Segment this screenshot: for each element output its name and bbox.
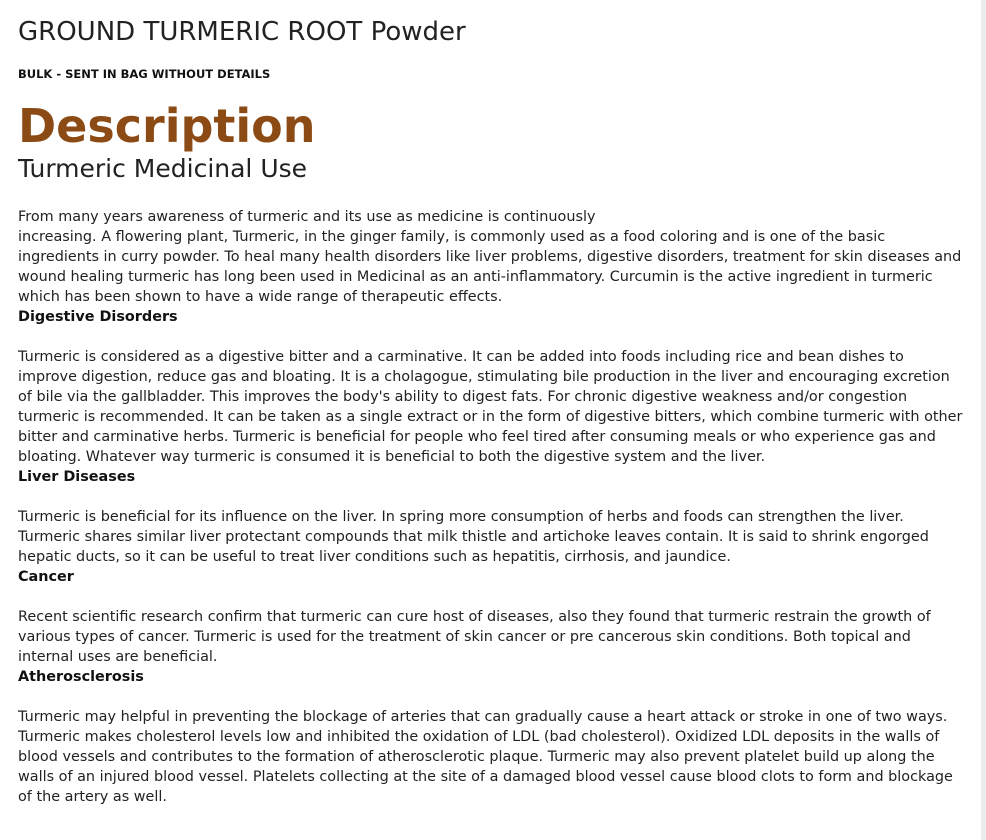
section-title: Cancer bbox=[18, 569, 74, 585]
section-cancer bbox=[18, 567, 966, 667]
section-text: Recent scientific research confirm that turmeric can cure host of diseases, also they found that turmeric restrain the growth of various types of cancer. Turmeric is used for the treatment of skin cancer or pre cancerous skin conditions. Both topical and internal uses are beneficial. bbox=[18, 609, 931, 665]
product-description-page bbox=[18, 0, 966, 807]
section-liver-diseases bbox=[18, 467, 966, 567]
section-text: Turmeric is beneficial for its influence on the liver. In spring more consumption of herbs and foods can strengthen the liver. Turmeric shares similar liver protectant compounds that milk thistle and artichoke leaves contain. It is said to shrink engorged hepatic ducts, so it can be useful to treat liver conditions such as hepatitis, cirrhosis, and jaundice. bbox=[18, 509, 929, 565]
page-edge-divider bbox=[981, 0, 986, 840]
section-text: Turmeric may helpful in preventing the blockage of arteries that can gradually cause a heart attack or stroke in one of two ways. Turmeric makes cholesterol levels low and inhibited the oxidation of LDL (bad cholesterol). Oxidized LDL deposits in the walls of blood vessels and contributes to the formation of atherosclerotic plaque. Turmeric may also prevent platelet build up along the walls of an injured blood vessel. Platelets collecting at the site of a damaged blood vessel cause blood clots to form and blockage of the artery as well. bbox=[18, 709, 953, 805]
product-subtitle: BULK - SENT IN BAG WITHOUT DETAILS bbox=[18, 67, 271, 81]
section-digestive-disorders bbox=[18, 307, 966, 467]
section-text: Turmeric is considered as a digestive bitter and a carminative. It can be added into foods including rice and bean dishes to improve digestion, reduce gas and bloating. It is a cholagogue, stimulating bile production in the liver and encouraging excretion of bile via the gallbladder. This improves the body's ability to digest fats. For chronic digestive weakness and/or congestion turmeric is recommended. It can be taken as a single extract or in the form of digestive bitters, which combine turmeric with other bitter and carminative herbs. Turmeric is beneficial for people who feel tired after consuming meals or who experience gas and bloating. Whatever way turmeric is consumed it is beneficial to both the digestive system and the liver. bbox=[18, 349, 963, 465]
medicinal-use-heading: Turmeric Medicinal Use bbox=[18, 154, 308, 183]
description-heading: Description bbox=[18, 99, 316, 153]
section-title: Atherosclerosis bbox=[18, 669, 144, 685]
section-title: Digestive Disorders bbox=[18, 309, 178, 325]
intro-paragraph bbox=[18, 207, 966, 307]
section-atherosclerosis bbox=[18, 667, 966, 807]
intro-rest: increasing. A flowering plant, Turmeric, in the ginger family, is commonly used as a food coloring and is one of the basic ingredients in curry powder. To heal many health disorders like liver problems, digestive disorders, treatment for skin diseases and wound healing turmeric has long been used in Medicinal as an anti-inflammatory. Curcumin is the active ingredient in turmeric which has been shown to have a wide range of therapeutic effects. bbox=[18, 229, 962, 305]
product-title: GROUND TURMERIC ROOT Powder bbox=[18, 17, 466, 47]
section-title: Liver Diseases bbox=[18, 469, 136, 485]
intro-first-line: From many years awareness of turmeric and its use as medicine is continuously bbox=[18, 209, 596, 225]
